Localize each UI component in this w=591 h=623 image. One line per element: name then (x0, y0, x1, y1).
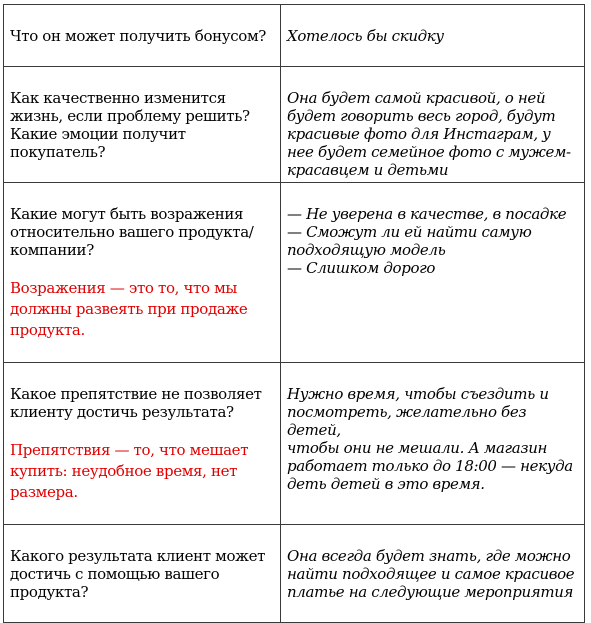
question-cell (4, 525, 281, 623)
question-answer-table (3, 4, 585, 623)
table-row (4, 525, 585, 623)
answer-cell (281, 5, 585, 67)
question-text: Какие могут быть возражения относительно вашего продукта/ компании? (10, 205, 254, 259)
answer-cell (281, 67, 585, 183)
question-cell (4, 67, 281, 183)
obstacles-note: Препятствия — то, что мешает купить: неудобное время, нет размера. (10, 441, 249, 501)
table-row (4, 363, 585, 525)
answer-text: Хотелось бы скидку (287, 27, 444, 45)
answer-text: Нужно время, чтобы съездить и посмотреть, желательно без детей, чтобы они не мешали. А магазин работает только до 18:00 — некуда деть детей в это время. (287, 385, 573, 493)
objections-note: Возражения — это то, что мы должны развеять при продаже продукта. (10, 279, 248, 339)
question-cell (4, 183, 281, 363)
answer-text: Она будет самой красивой, о ней будет говорить весь город, будут красивые фото для Инстаграм, у нее будет семейное фото с мужем- красавцем и детьми (287, 89, 571, 179)
answer-text: — Не уверена в качестве, в посадке — Сможут ли ей найти самую подходящую модель — Слишком дорого (287, 205, 567, 277)
answer-cell (281, 183, 585, 363)
answer-cell (281, 525, 585, 623)
answer-text: Она всегда будет знать, где можно найти подходящее и самое красивое платье на следующие мероприятия (287, 547, 575, 601)
question-text: Какое препятствие не позволяет клиенту достичь результата? (10, 385, 262, 421)
question-text: Как качественно изменится жизнь, если проблему решить? Какие эмоции получит покупатель? (10, 89, 250, 161)
table-row (4, 67, 585, 183)
question-cell (4, 363, 281, 525)
question-cell (4, 5, 281, 67)
table-row (4, 5, 585, 67)
answer-cell (281, 363, 585, 525)
question-text: Что он может получить бонусом? (10, 27, 266, 45)
table-row (4, 183, 585, 363)
question-text: Какого результата клиент может достичь с помощью вашего продукта? (10, 547, 266, 601)
